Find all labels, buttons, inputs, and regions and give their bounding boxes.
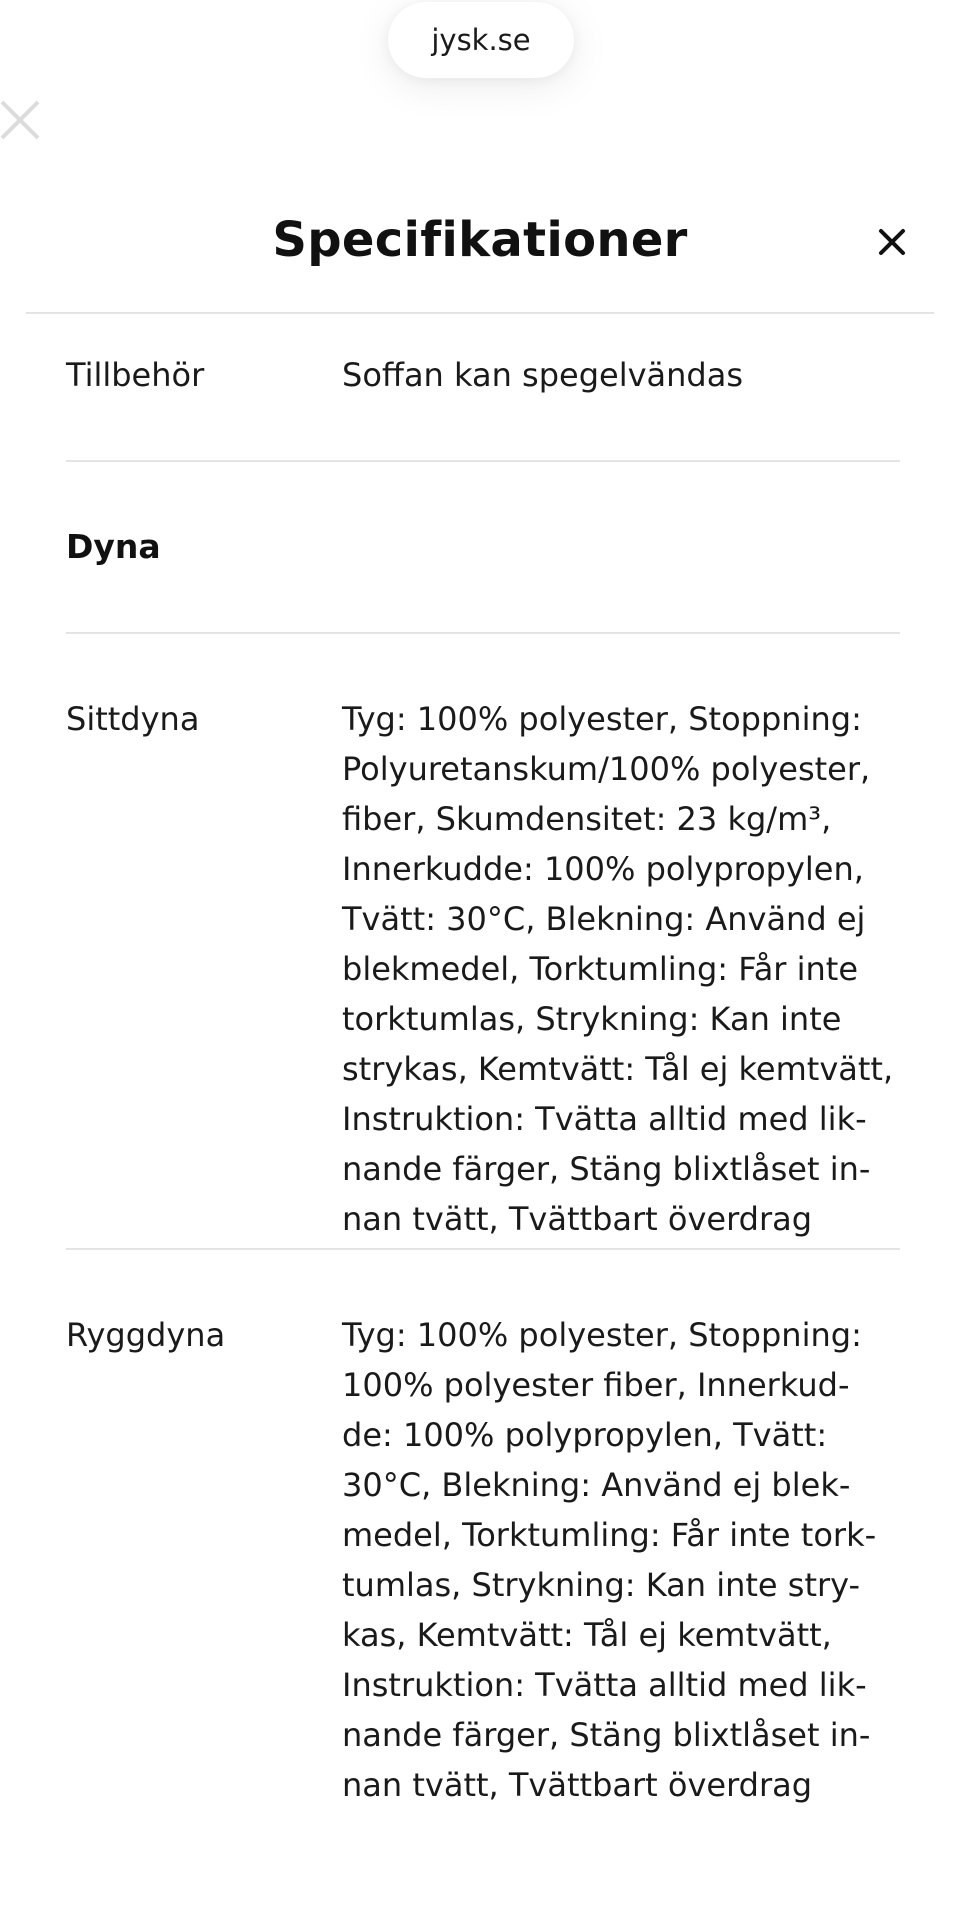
spec-value: Tyg: 100% polyester, Stoppning: 100% polyester fiber, Innerkud- de: 100% polypropylen, Tvätt: 30°C, Blekning: Använd ej blek- medel, Torktumling: Får inte tork- tumlas, Strykning: Kan inte stry- kas, Kemtvätt: Tål ej kemtvätt, Instruktion: Tvätta alltid med lik- nande färger, Stäng blixtlåset in- nan tvätt, Tvättbart överdrag: [342, 1316, 877, 1804]
spec-row-sittdyna: [66, 634, 900, 1248]
spec-row-ryggdyna: [66, 1250, 900, 1810]
header-divider: [26, 312, 934, 314]
spec-row-tillbehor: [66, 350, 900, 460]
spec-list: [66, 350, 900, 1810]
spec-label: Ryggdyna: [66, 1316, 226, 1354]
section-row-dyna: [66, 462, 900, 632]
url-text: jysk.se: [431, 23, 531, 57]
modal-header: [0, 200, 960, 290]
close-button[interactable]: [872, 222, 912, 262]
spec-value: Soffan kan spegelvändas: [342, 356, 744, 394]
spec-label: Tillbehör: [66, 356, 205, 394]
spec-label: Sittdyna: [66, 700, 200, 738]
address-bar-url[interactable]: [388, 2, 574, 78]
spec-value: Tyg: 100% polyester, Stoppning: Polyuretanskum/100% polyester, fiber, Skumdensitet: 23 kg/m³, Innerkudde: 100% polypropylen, Tvätt: 30°C, Blekning: Använd ej blekmedel, Torktumling: Får inte torktumlas, Strykning: Kan inte strykas, Kemtvätt: Tål ej kemtvätt, Instruktion: Tvätta alltid med lik- nande färger, Stäng blixtlåset in- nan tvätt, Tvättbart överdrag: [342, 700, 894, 1238]
modal-title: Specifikationer: [272, 212, 688, 268]
section-heading: Dyna: [66, 527, 161, 566]
close-icon: [878, 228, 906, 256]
background-close-icon: [0, 96, 44, 144]
